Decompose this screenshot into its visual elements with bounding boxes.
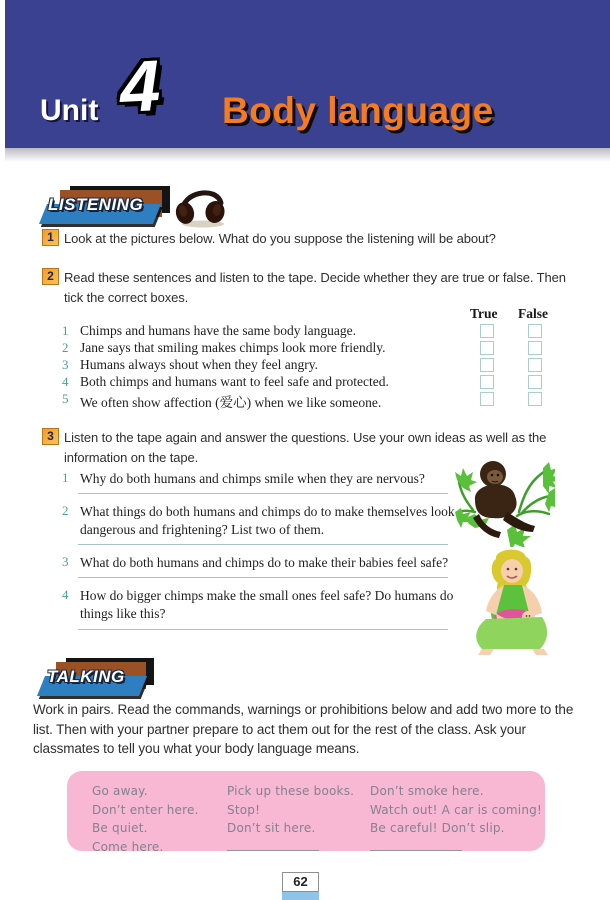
question-number: 3 xyxy=(62,554,69,569)
checkbox-false-1[interactable] xyxy=(528,324,542,338)
listening-section-header xyxy=(40,186,172,228)
phrase: Come here. xyxy=(92,839,164,854)
answer-line-3 xyxy=(78,577,448,578)
phrase: Pick up these books. xyxy=(227,784,355,798)
phrase-column-3 xyxy=(370,782,542,856)
checkbox-true-2[interactable] xyxy=(480,341,494,355)
phrase: Don’t enter here. xyxy=(92,802,199,817)
checkbox-false-4[interactable] xyxy=(528,375,542,389)
checkbox-true-5[interactable] xyxy=(480,392,494,406)
phrase: Don’t smoke here. xyxy=(370,784,484,798)
tf-sentence-row-2 xyxy=(60,340,600,357)
listening-section-label: LISTENING xyxy=(48,195,144,214)
phrase: Be careful! Don’t slip. xyxy=(370,821,505,835)
sentence-text: Humans always shout when they feel angry. xyxy=(80,357,318,372)
question-number: 1 xyxy=(62,470,69,485)
checkbox-false-5[interactable] xyxy=(528,392,542,406)
question-text: How do bigger chimps make the small ones feel safe? Do humans do things like this? xyxy=(80,588,454,621)
sentence-text: Both chimps and humans want to feel safe and protected. xyxy=(80,374,389,389)
exercise-1-number: 1 xyxy=(42,229,59,246)
checkbox-false-3[interactable] xyxy=(528,358,542,372)
false-column-header: False xyxy=(518,306,548,321)
answer-line-1 xyxy=(78,493,448,494)
sentence-number: 5 xyxy=(62,391,69,406)
question-text: What do both humans and chimps do to make their babies feel safe? xyxy=(80,555,449,570)
sentence-text: Jane says that smiling makes chimps look more friendly. xyxy=(80,340,386,355)
sentence-number: 3 xyxy=(62,357,69,372)
mother-holding-baby-illustration xyxy=(460,545,565,657)
phrase: Stop! xyxy=(227,802,261,817)
tf-sentence-row-3 xyxy=(60,357,600,374)
phrase: Go away. xyxy=(92,784,148,798)
page-number: 62 xyxy=(282,872,319,892)
talking-section-label: TALKING xyxy=(47,667,125,686)
question-text: Why do both humans and chimps smile when they are nervous? xyxy=(80,471,425,486)
question-number: 2 xyxy=(62,503,69,518)
phrase: Watch out! A car is coming! xyxy=(370,802,542,817)
checkbox-false-2[interactable] xyxy=(528,341,542,355)
sentence-number: 1 xyxy=(62,323,69,338)
true-column-header: True xyxy=(470,306,498,321)
tf-sentence-row-1 xyxy=(60,323,600,340)
sentence-number: 4 xyxy=(62,374,69,389)
exercise-2-text: Read these sentences and listen to the tape. Decide whether they are true or false. Then tick the correct boxes. xyxy=(64,270,566,305)
checkbox-true-1[interactable] xyxy=(480,324,494,338)
sentence-number: 2 xyxy=(62,340,69,355)
checkbox-true-4[interactable] xyxy=(480,375,494,389)
unit-title: Body language xyxy=(222,90,494,131)
exercise-1-text: Look at the pictures below. What do you suppose the listening will be about? xyxy=(64,231,496,246)
question-number: 4 xyxy=(62,587,69,602)
phrase-column-1 xyxy=(92,782,199,856)
headphones-icon xyxy=(172,181,230,229)
phrase-panel xyxy=(67,771,545,854)
phrase: Don’t sit here. xyxy=(227,821,316,835)
sentence-text: Chimps and humans have the same body language. xyxy=(80,323,356,338)
exercise-3-text: Listen to the tape again and answer the questions. Use your own ideas as well as the information on the tape. xyxy=(64,430,547,465)
unit-number: 4 xyxy=(117,46,163,128)
checkbox-true-3[interactable] xyxy=(480,358,494,372)
tf-sentence-row-5 xyxy=(60,391,600,408)
question-text: What things do both humans and chimps do to make themselves look dangerous and frightening? List two of them. xyxy=(80,504,455,537)
answer-line-4 xyxy=(78,629,448,630)
phrase: Be quiet. xyxy=(92,821,148,835)
exercise-2-number: 2 xyxy=(42,268,59,285)
sentence-text: We often show affection (爱心) when we like someone. xyxy=(80,395,382,410)
tf-sentence-row-4 xyxy=(60,374,600,391)
banner-shadow xyxy=(5,148,610,162)
phrase-column-2 xyxy=(227,782,354,856)
chimp-in-tree-illustration xyxy=(455,452,555,547)
answer-line-2 xyxy=(78,544,448,545)
exercise-3-number: 3 xyxy=(42,428,59,445)
talking-instructions: Work in pairs. Read the commands, warnings or prohibitions below and add two more to the list. Then with your partner prepare to act them out for the rest of the class. Ask your classmates to tell you what your body language means. xyxy=(33,702,574,756)
page-number-strip xyxy=(282,892,319,900)
talking-section-header xyxy=(40,658,160,700)
write-in-blank-2[interactable] xyxy=(370,838,462,851)
write-in-blank-1[interactable] xyxy=(227,838,319,851)
unit-label: Unit xyxy=(40,94,99,127)
